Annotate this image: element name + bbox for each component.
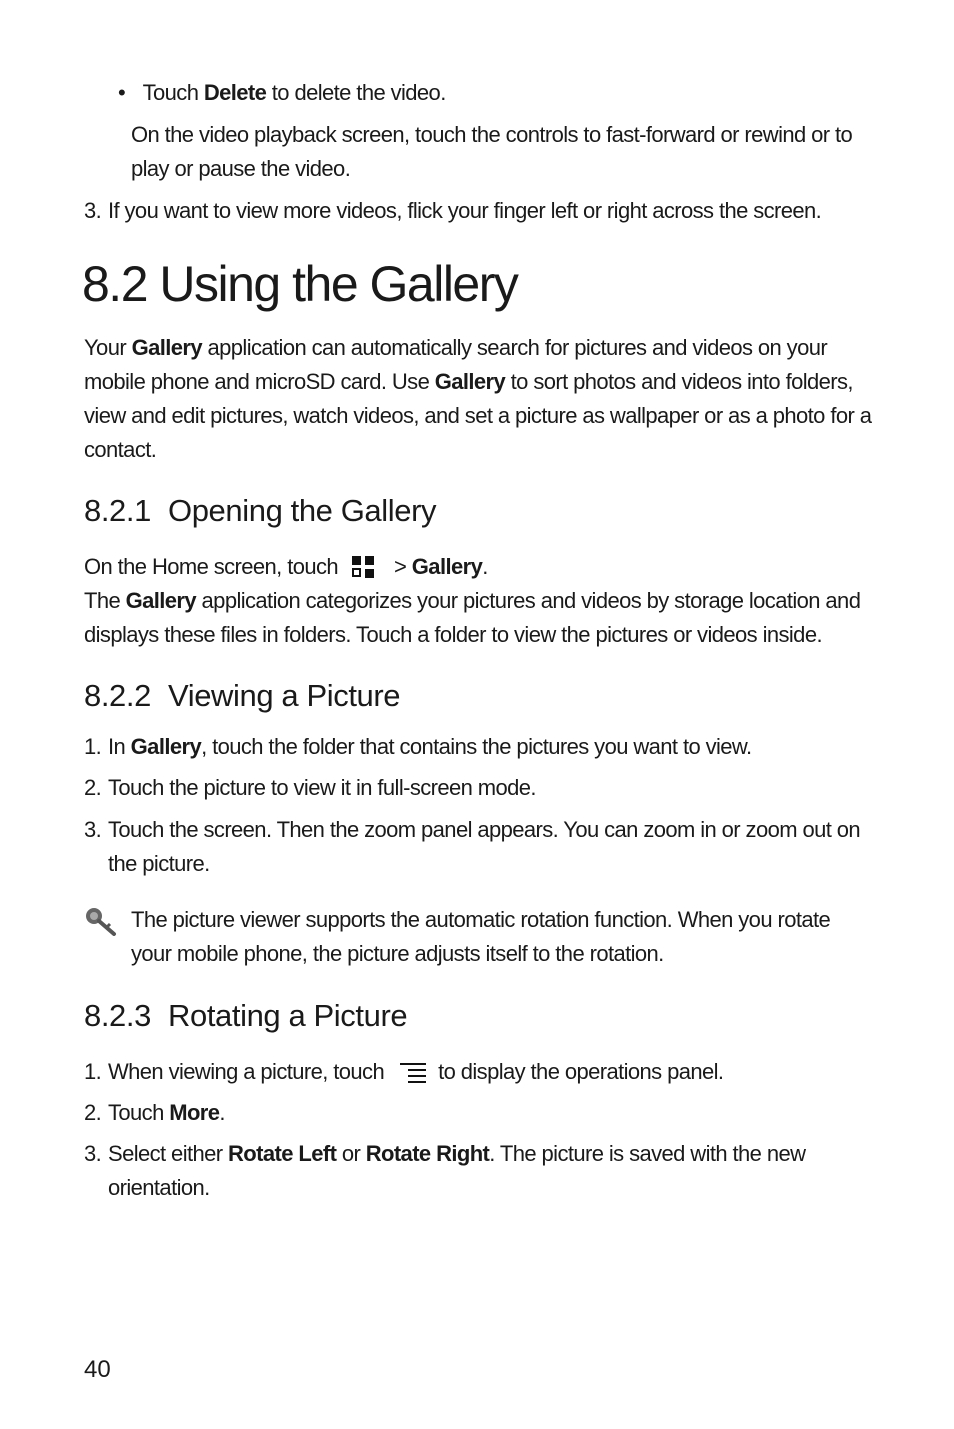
view-step-2: 2. Touch the picture to view it in full-screen mode.	[84, 775, 536, 800]
bullet-delete: • Touch Delete to delete the video.	[118, 80, 446, 105]
app-launcher-icon	[352, 556, 376, 578]
prev-step-3: 3. If you want to view more videos, flick your finger left or right across the screen.	[84, 198, 822, 223]
note-pin-icon	[84, 906, 118, 936]
gallery-intro-paragraph: Your Gallery application can automatically search for pictures and videos on your mobile phone and microSD card. Use Gallery to sort photos and videos into folders, view and edit pictures, watch videos, and set a picture as wallpaper or as a photo for a contact.	[84, 335, 872, 462]
bullet-mark: •	[118, 80, 126, 105]
rotate-step-2: 2. Touch More.	[84, 1100, 225, 1125]
subsection-title-8-2-1: 8.2.1 Opening the Gallery	[84, 493, 437, 528]
menu-icon	[400, 1061, 426, 1083]
gallery-categorize-paragraph: The Gallery application categorizes your pictures and videos by storage location and displays these files in folders. Touch a folder to view the pictures or videos inside.	[84, 588, 861, 647]
subsection-title-8-2-2: 8.2.2 Viewing a Picture	[84, 678, 401, 713]
view-step-1: 1. In Gallery, touch the folder that contains the pictures you want to view.	[84, 734, 752, 759]
rotate-step-1: 1. When viewing a picture, touch to display the operations panel.	[84, 1059, 724, 1084]
subsection-title-8-2-3: 8.2.3 Rotating a Picture	[84, 998, 408, 1033]
view-step-3: 3. Touch the screen. Then the zoom panel appears. You can zoom in or zoom out on the picture.	[84, 817, 861, 876]
rotation-note: The picture viewer supports the automatic rotation function. When you rotate your mobile phone, the picture adjusts itself to the rotation.	[131, 907, 831, 966]
open-gallery-instruction: On the Home screen, touch > Gallery.	[84, 554, 488, 579]
page-number: 40	[84, 1356, 111, 1383]
rotate-step-3: 3. Select either Rotate Left or Rotate Right. The picture is saved with the new orientation.	[84, 1141, 806, 1200]
section-title-8-2: 8.2 Using the Gallery	[82, 256, 518, 312]
playback-paragraph: On the video playback screen, touch the controls to fast-forward or rewind or to play or pause the video.	[131, 122, 853, 181]
